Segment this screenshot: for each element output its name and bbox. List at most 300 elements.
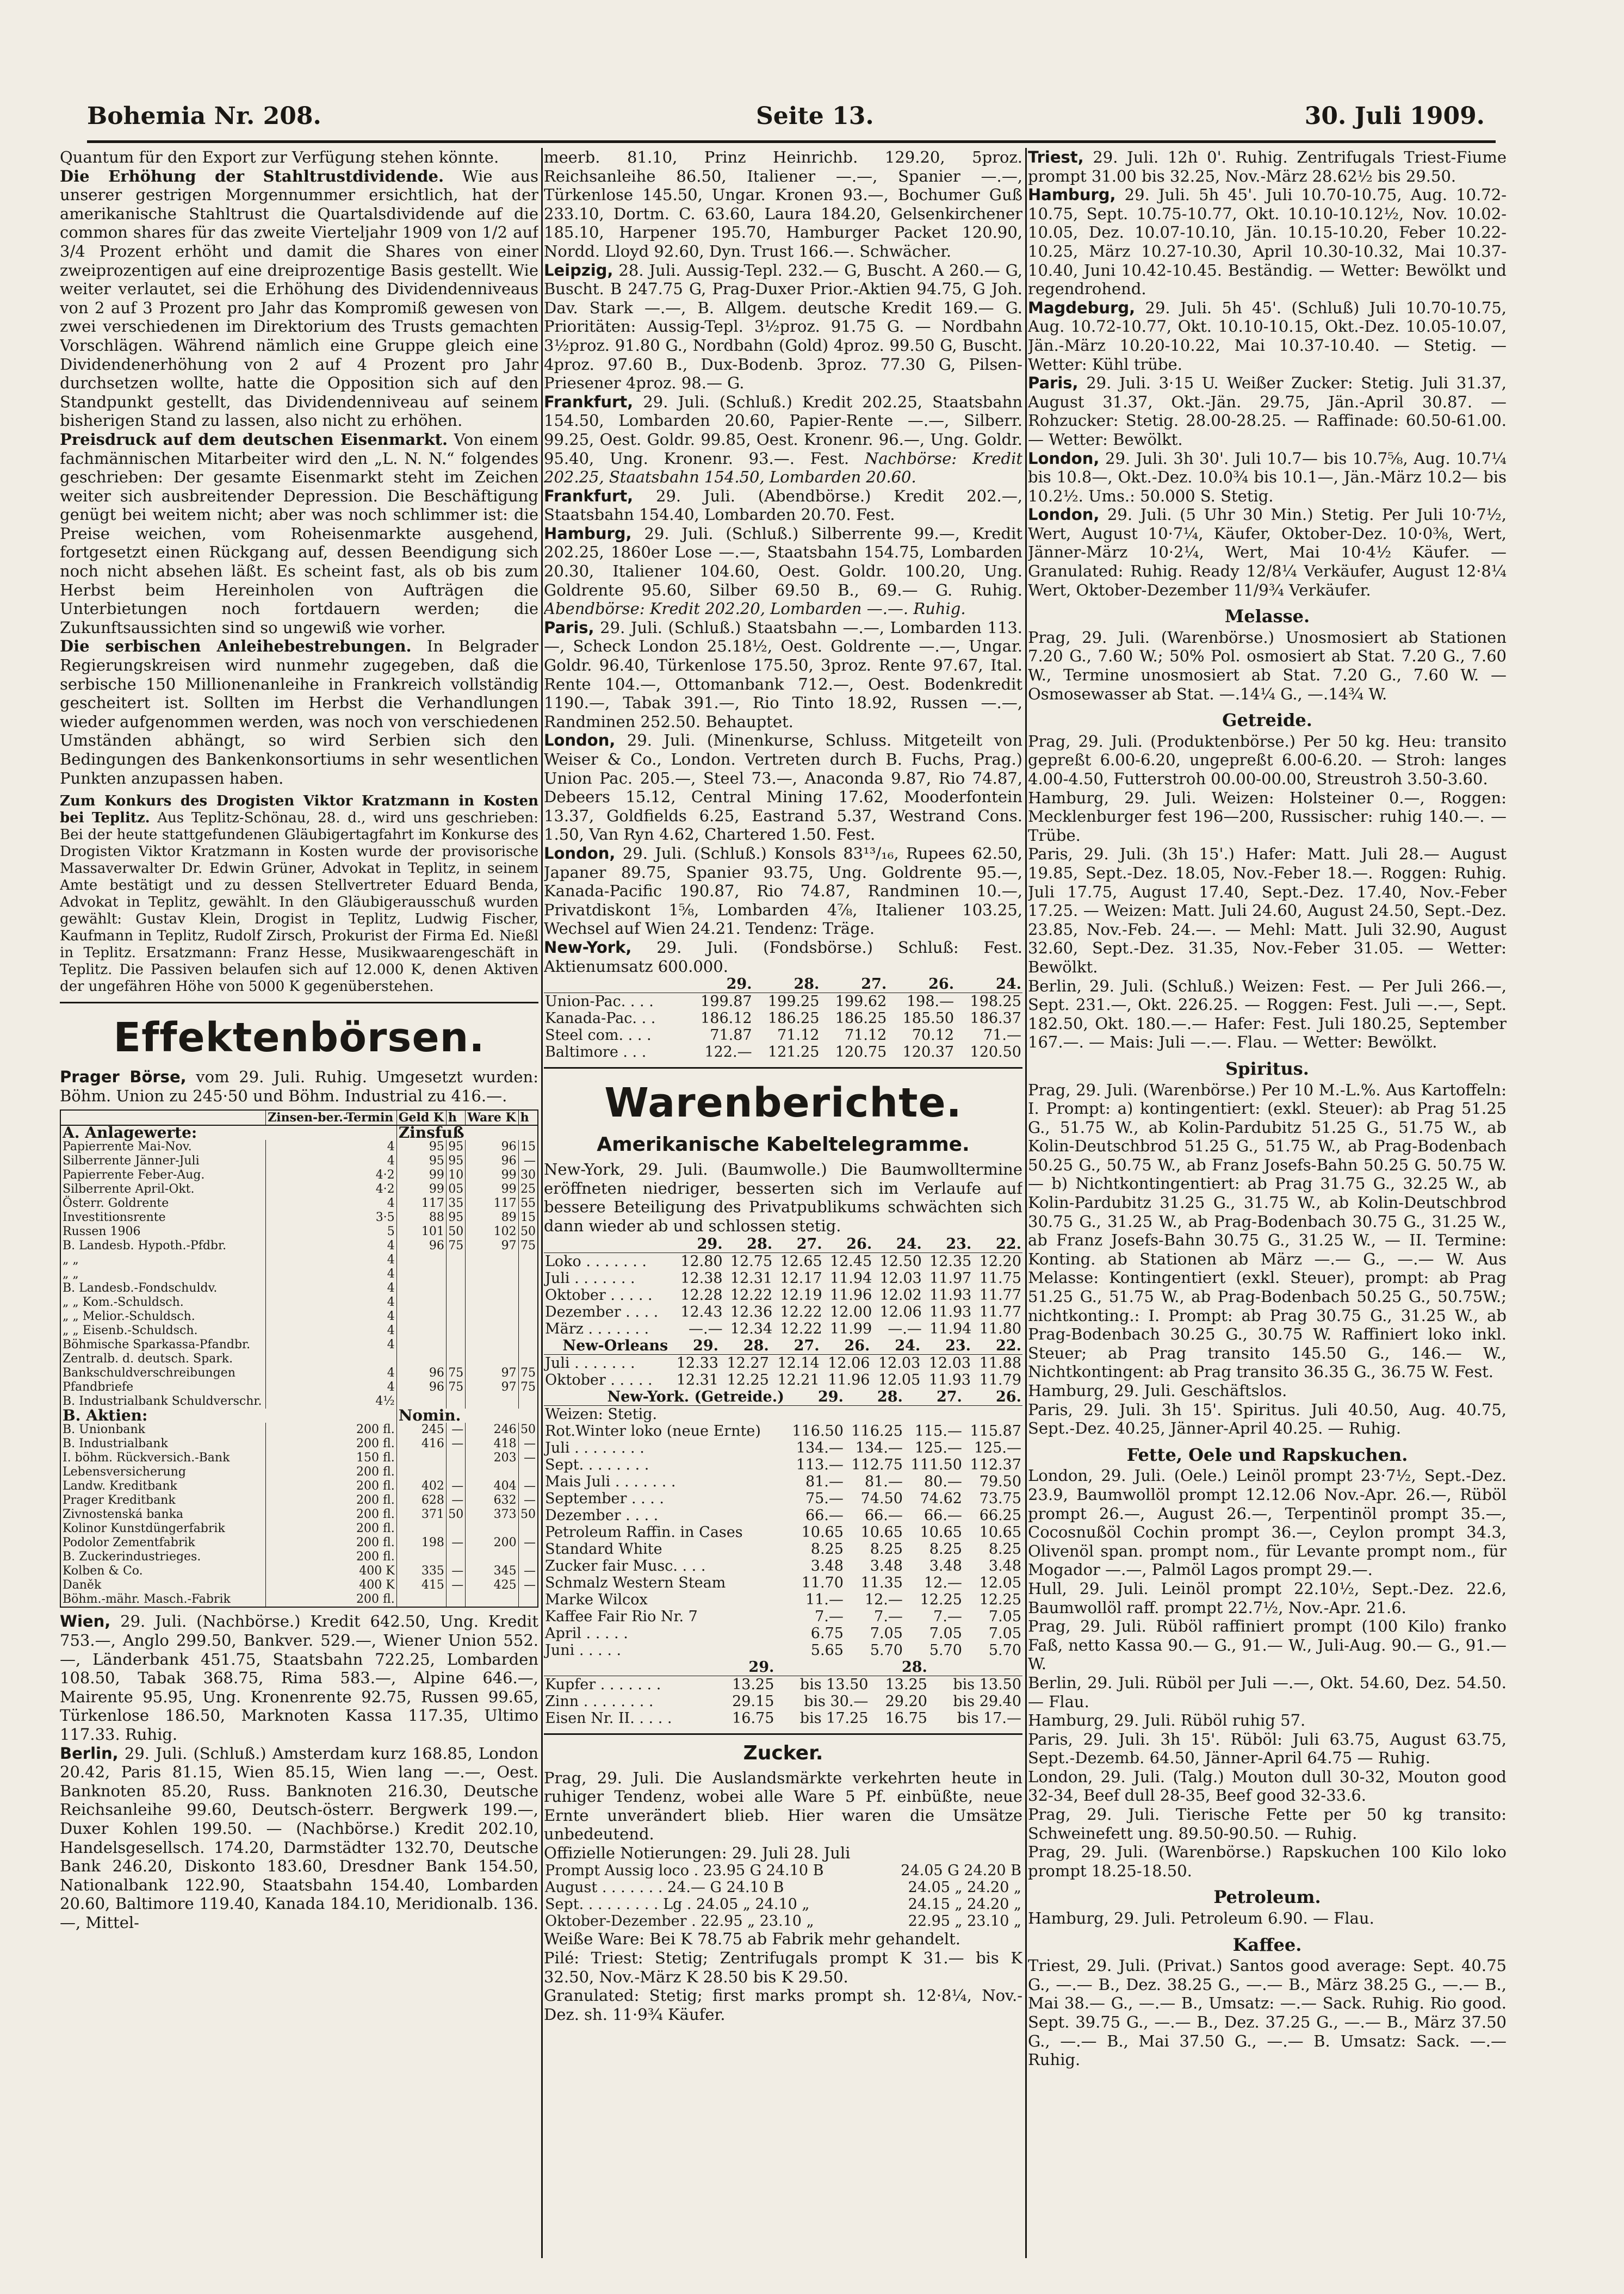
fette-london: London, 29. Juli. (Oele.) Leinöl prompt 23·7½, Sept.-Dez. 23.9, Baumwollöl prompt 12.12.06 Nov.-Apr. 26.—, Rüböl prompt 26.—, August 26.—, Terpentinöl prompt 35.—, Cocosnußöl Cochin prompt 36.—, Ceylon prompt 34.3, Olivenöl span. prompt nom., für Levante prompt nom., für Mogador —.—, Palmöl Lagos prompt 29.—.	[1028, 1466, 1507, 1579]
table-cell: Podolor Zementfabrik	[60, 1536, 266, 1550]
getreide-paris: Paris, 29. Juli. (3h 15'.) Hafer: Matt. Juli 28.— August 19.85, Sept.-Dez. 18.05, Nov.-Feber 18.—. Roggen: Ruhig. Juli 17.75, August 17.40, Sept.-Dez. 17.40, Nov.-Feber 17.25. — Weizen: Matt. Juli 24.60, August 24.50, Sept.-Dez. 23.85, Nov.-Feb. 24.—. — Mehl: Matt. Juli 32.90, August 32.60, Sept.-Dez. 31.35, Nov.-Feber 31.05. — Wetter: Bewölkt.	[1028, 845, 1507, 976]
table-cell: „ „ Melior.-Schuldsch.	[60, 1310, 266, 1324]
table-cell	[466, 1253, 518, 1267]
table-cell: 12.25	[979, 1591, 1021, 1608]
table-cell: 120.37	[902, 1044, 954, 1061]
table-cell: 75	[518, 1380, 538, 1394]
table-cell: 199.87	[701, 993, 752, 1010]
table-cell: Kaffee Fair Rio Nr. 7	[545, 1608, 698, 1625]
table-row	[60, 1423, 538, 1437]
table-cell: 200 fl.	[266, 1508, 396, 1522]
table-cell: 89	[466, 1211, 518, 1225]
table-cell: I. böhm. Rückversich.-Bank	[60, 1451, 266, 1465]
table-cell	[396, 1465, 446, 1479]
table-cell: Prager Kreditbank	[60, 1493, 266, 1508]
table-row	[544, 1642, 1022, 1659]
table-cell: —	[446, 1493, 465, 1508]
zucker-notierungen-head: Offizielle Notierungen: 29. Juli 28. Juli	[544, 1843, 851, 1862]
table-header-row	[544, 1236, 1022, 1253]
market-name: London,	[544, 844, 616, 863]
table-cell	[396, 1352, 446, 1366]
table-cell	[396, 1267, 446, 1281]
table-cell: Daněk	[60, 1578, 266, 1592]
market-report: 29. Juli. 3h 30'. Juli 10.7— bis 10.7⅝, Aug. 10.7¼ bis 10.8—, Okt.-Dez. 10.0¾ bis 10.1—, Jän.-März 10.2— bis 10.2½. Ums.: 50.000 S. Stetig.	[1028, 449, 1507, 505]
table-cell: 120.50	[970, 1044, 1021, 1061]
section-subtitle-kabel: Amerikanische Kabeltelegramme.	[597, 1133, 970, 1156]
table-header: h	[446, 1110, 465, 1125]
market-report: 29. Juli. (Schluß.) Silberrente 99.—, Kredit 202.25, 1860er Lose —.—, Staatsbahn 154.75, Lombarden 20.30, Italiener 104.60, Oest. Goldr. 100.20, Ung. Goldrente 95.60, Silber 69.50 B., 69.— G. Ruhig.	[544, 524, 1022, 599]
table-header: New-Orleans	[544, 1337, 669, 1355]
market-wien	[60, 1612, 538, 1744]
table-cell	[446, 1324, 465, 1338]
table-cell	[466, 1394, 518, 1409]
table-cell: 203	[466, 1451, 518, 1465]
table-cell: Böhmische Sparkassa-Pfandbr.	[60, 1338, 266, 1352]
table-row	[544, 1591, 1022, 1608]
table-row	[544, 1320, 1022, 1337]
table-cell: 4	[266, 1239, 396, 1253]
table-cell: 7.—	[874, 1608, 903, 1625]
table-cell: 12.22	[780, 1303, 822, 1320]
table-row	[544, 1372, 1022, 1388]
column-rule-1	[541, 148, 543, 2258]
table-group-title: A. Anlagewerte:	[60, 1125, 396, 1140]
table-cell: 12.75	[730, 1253, 773, 1270]
table-row	[60, 1196, 538, 1211]
table-cell: 13.25	[732, 1676, 774, 1693]
table-cell: 186.37	[970, 1010, 1021, 1027]
market-prager	[60, 1068, 538, 1105]
section-title-getreide: Getreide.	[1222, 710, 1312, 731]
table-cell: 50	[518, 1423, 538, 1437]
table-cell: 75	[446, 1239, 465, 1253]
zucker-magdeburg	[1028, 299, 1507, 374]
table-cell: Zivnostenská banka	[60, 1508, 266, 1522]
table-cell	[446, 1592, 465, 1607]
article-body: Wie aus unserer gestrigen Morgennummer ersichtlich, hat der amerikanische Stahltrust die Quartalsdividende auf die common shares für das zweite Vierteljahr 1909 von 1/2 auf 3/4 Prozent erhöht und damit die Shares von einer zweiprozentigen auf eine dreiprozentige Basis gestellt. Wie weiter verlautet, sei die Erhöhung des Dividendenniveaus von 2 auf 3 Prozent pro Jahr das Kompromiß gewesen von zwei verschiedenen im Direktorium des Trusts gemachten Vorschlägen. Während nämlich eine Gruppe gleich eine Dividendenerhöhung von 2 auf 4 Prozent pro Jahr durchsetzen wollte, hatte die Opposition sich auf den Standpunkt gestellt, das Dividendenniveau auf seinem bisherigen Stand zu lassen, also nicht zu erhöhen.	[60, 166, 538, 430]
table-cell: 4	[266, 1366, 396, 1380]
table-cell: 12.35	[929, 1253, 972, 1270]
table-cell: Eisen Nr. II. . . . .	[545, 1709, 672, 1727]
table-cell	[466, 1267, 518, 1281]
table-row	[60, 1310, 538, 1324]
table-row	[60, 1465, 538, 1479]
table-row	[544, 1253, 1022, 1270]
fette-hamburg: Hamburg, 29. Juli. Rüböl ruhig 57.	[1028, 1711, 1306, 1730]
table-cell: 245	[396, 1423, 446, 1437]
table-cell: 199.62	[835, 993, 887, 1010]
table-cell: 125.—	[974, 1439, 1021, 1456]
table-header: 29.	[674, 1236, 724, 1253]
table-cell: Oktober-Dezember . 22.95 „ 23.10 „	[545, 1913, 814, 1930]
market-berlin	[60, 1744, 538, 1932]
table-cell: Juli . . . . . . .	[545, 1269, 635, 1287]
table-cell: Juli . . . . . . .	[545, 1354, 635, 1372]
table-row	[60, 1168, 538, 1182]
table-header	[928, 1659, 1022, 1676]
table-cell: 11.80	[979, 1320, 1021, 1337]
table-cell: 81.—	[805, 1473, 844, 1490]
table-cell: Petroleum Raffin. in Cases	[545, 1523, 743, 1541]
table-cell: 335	[396, 1564, 446, 1578]
table-cell: Dezember . . . .	[545, 1506, 659, 1524]
table-cell: —	[446, 1578, 465, 1592]
table-cell: —	[518, 1578, 538, 1592]
market-report: 29. Juli. (5 Uhr 30 Min.) Stetig. Per Juli 10·7½, Wert, August 10·7¼, Käufer, Oktober-Dez. 10·0⅜, Wert, Jänner-März 10·2¼, Wert, Mai 10·4½ Käufer. — Granulated: Ruhig. Ready 12/8¼ Verkäufer, August 12·8¼ Wert, Oktober-Dezember 11/9¾ Verkäufer.	[1028, 505, 1507, 599]
table-cell: 632	[466, 1493, 518, 1508]
table-cell: 12.00	[829, 1303, 872, 1320]
market-name: Paris,	[1028, 374, 1078, 393]
table-cell: 7.—	[815, 1608, 844, 1625]
fette-paris: Paris, 29. Juli. 3h 15'. Rüböl: Juli 63.75, August 63.75, Sept.-Dezemb. 64.50, Jänner-April 64.75 — Ruhig.	[1028, 1729, 1507, 1768]
table-cell: 12.14	[777, 1354, 820, 1372]
table-cell: 4	[266, 1281, 396, 1295]
table-cell: 198.—	[906, 993, 954, 1010]
getreide-prag: Prag, 29. Juli. (Produktenbörse.) Per 50 kg. Heu: transito gepreßt 6.00-6.20, ungepreßt 6.00-6.20. — Stroh: langes 4.00-4.50, Futterstroh 00.00-00.00, Streustroh 3.50-3.60.	[1028, 731, 1507, 788]
table-row	[60, 1295, 538, 1310]
table-cell: 29.15	[732, 1692, 774, 1710]
table-cell: Juli . . . . . . . .	[545, 1439, 644, 1456]
market-frankfurt	[544, 393, 1022, 487]
article-body: Aus Teplitz-Schönau, 28. d., wird uns geschrieben: Bei der heute stattgefundenen Gläubigertagfahrt im Konkurse des Drogisten Viktor Kratzmann in Kosten wurde der provisorische Massaverwalter Dr. Edwin Grüner, Advokat in Teplitz, in seinem Amte bestätigt und zu dessen Stellvertreter Eduard Benda, Advokat in Teplitz, gewählt. In den Gläubigerausschuß wurden gewählt: Gustav Klein, Drogist in Teplitz, Ludwig Fischer, Kaufmann in Teplitz, Rudolf Zirsch, Prokurist der Firma Ed. Nießl in Teplitz. Ersatzmann: Franz Hesse, Musikwaarengeschäft in Teplitz. Die Passiven belaufen sich auf 12.000 K, denen Aktiven der ungefähren Höhe von 5000 K gegenüberstehen.	[60, 810, 538, 995]
market-london-minen	[544, 731, 1022, 844]
table-row	[60, 1239, 538, 1253]
table-cell: 115.—	[914, 1422, 962, 1440]
table-cell: 12.05	[878, 1371, 921, 1388]
table-cell: 71.87	[710, 1027, 752, 1044]
table-cell: Prompt Aussig loco . 23.95 G 24.10 B	[545, 1862, 824, 1880]
table-cell: 125.—	[914, 1439, 962, 1456]
table-cell: 200 fl.	[266, 1423, 396, 1437]
table-row	[60, 1380, 538, 1394]
table-cell: 30	[518, 1168, 538, 1182]
table-cell: 415	[396, 1578, 446, 1592]
table-cell: 12.31	[730, 1269, 773, 1287]
table-cell: 117	[396, 1196, 446, 1211]
table-cell: 99	[396, 1168, 446, 1182]
table-cell: 4	[266, 1253, 396, 1267]
market-london-schluss	[544, 844, 1022, 938]
table-cell: 246	[466, 1423, 518, 1437]
table-cell	[446, 1281, 465, 1295]
table-cell: 97	[466, 1239, 518, 1253]
table-cell: März . . . . . . .	[545, 1320, 649, 1337]
table-cell: 12.80	[680, 1253, 723, 1270]
table-cell: 12.22	[730, 1286, 773, 1304]
table-cell: 5.70	[870, 1641, 903, 1659]
table-header: 27.	[770, 1337, 821, 1355]
table-group-note: Nomin.	[396, 1409, 538, 1423]
table-row	[544, 1524, 1022, 1541]
table-cell	[396, 1310, 446, 1324]
market-name: London,	[1028, 449, 1100, 468]
table-header: 28.	[845, 1388, 904, 1406]
table-cell: 11.93	[929, 1303, 972, 1320]
table-cell: Zentralb. d. deutsch. Spark.	[60, 1352, 266, 1366]
table-cell: —	[518, 1493, 538, 1508]
table-cell: Lebensversicherung	[60, 1465, 266, 1479]
table-cell: 400 K	[266, 1564, 396, 1578]
table-cell	[518, 1550, 538, 1564]
table-row	[60, 1324, 538, 1338]
table-cell: 12.06	[879, 1303, 922, 1320]
table-cell: 88	[396, 1211, 446, 1225]
table-row	[60, 1352, 538, 1366]
table-cell: 10	[446, 1168, 465, 1182]
table-row	[60, 1564, 538, 1578]
table-row	[544, 1693, 1022, 1710]
table-cell: 50	[446, 1508, 465, 1522]
table-cell: Papierrente Mai-Nov.	[60, 1140, 266, 1154]
table-cell: 75	[518, 1239, 538, 1253]
table-cell: 12.43	[680, 1303, 723, 1320]
table-cell: 11.94	[829, 1269, 872, 1287]
table-cell: 4	[266, 1267, 396, 1281]
table-cell	[518, 1338, 538, 1352]
spiritus-prag: Prag, 29. Juli. (Warenbörse.) Per 10 M.-L.%. Aus Kartoffeln: I. Prompt: a) kontingentiert: (exkl. Steuer): ab Prag 51.25 G., 51.75 W., ab Kolin-Pardubitz 51.25 G., 51.75 W., ab Kolin-Deutschbrod 51.25 G., 51.75 W., ab Prag-Bodenbach 50.25 G., 50.75 W., ab Franz Josefs-Bahn 50.25 G. 50.75 W. — b) Nichtkontingentiert: ab Prag 31.75 G., 32.25 W., ab Kolin-Pardubitz 31.25 G., 31.75 W., ab Kolin-Deutschbrod 30.75 G., 31.25 W., ab Prag-Bodenbach 30.75 G., 31.25 W., ab Franz Josefs-Bahn 30.75 G., 31.25 W., — II. Termine: Konting. ab Stationen ab März —.— G., —.— W. Aus Melasse: Kontingentiert (exkl. Steuer), prompt: ab Prag 51.25 G., 51.75 W., ab Prag-Bodenbach 50.25 G., 50.75W.; nichtkonting.: I. Prompt: ab Prag 30.75 G., 31.25 W., ab Prag-Bodenbach 30.25 G., 30.75 W. Raffiniert loko inkl. Steuer; ab Prag transito 145.50 G., 146.— W., Nichtkontingent: ab Prag transito 36.35 G., 36.75 W. Fest.	[1028, 1080, 1507, 1381]
table-cell: 96	[396, 1380, 446, 1394]
zucker-granulated: Granulated: Stetig; first marks prompt sh. 12·8¼, Nov.-Dez. sh. 11·9¾ Käufer.	[544, 1986, 1022, 2024]
column-rule-2	[1025, 148, 1027, 2258]
table-cell: Sept. . . . . . . .	[545, 1456, 649, 1473]
table-row	[544, 1676, 1022, 1693]
table-row	[60, 1479, 538, 1493]
publication-date: 30. Juli 1909.	[1304, 102, 1485, 130]
table-cell	[518, 1295, 538, 1310]
zucker-weisse-ware: Weiße Ware: Bei K 78.75 ab Fabrik mehr gehandelt.	[544, 1930, 960, 1949]
table-row	[60, 1338, 538, 1352]
table-cell: 75	[446, 1380, 465, 1394]
table-cell: 71.12	[777, 1027, 820, 1044]
table-cell: 185.50	[902, 1010, 954, 1027]
table-cell: Russen 1906	[60, 1225, 266, 1239]
orleans-table	[544, 1337, 1022, 1388]
table-cell: 198	[396, 1536, 446, 1550]
zucker-london-abend	[1028, 505, 1507, 599]
table-cell: 50	[518, 1508, 538, 1522]
table-cell: 4	[266, 1310, 396, 1324]
kaffee-report: Triest, 29. Juli. (Privat.) Santos good average: Sept. 40.75 G., —.— B., Dez. 38.25 G., —.— B., März 38.25 G., —.— B., Mai 38.— G., —.— B., Umsatz: —.— Sack. Ruhig. Rio good. Sept. 39.75 G., —.— B., Dez. 37.25 G., —.— B., März 37.50 G., —.— B., Mai 37.50 G., —.— B. Umsatz: Sack. —.— Ruhig.	[1028, 1956, 1507, 2069]
table-cell: 4·2	[266, 1182, 396, 1196]
table-cell: 10.65	[801, 1523, 844, 1541]
table-cell: 8.25	[870, 1540, 903, 1558]
table-header: 22.	[972, 1236, 1022, 1253]
market-name: Berlin,	[60, 1744, 119, 1763]
table-cell: 11.96	[829, 1286, 872, 1304]
market-report: 29. Juli. 3·15 U. Weißer Zucker: Stetig. Juli 31.37, August 31.37, Okt.-Jän. 29.75, Jän.-April 30.87. — Rohzucker: Stetig. 28.00-28.25. — Raffinade: 60.50-61.00. — Wetter: Bewölkt.	[1028, 374, 1507, 449]
table-cell: —.—	[888, 1320, 922, 1337]
table-header: 28.	[720, 1337, 770, 1355]
fette-berlin: Berlin, 29. Juli. Rüböl per Juli —.—, Okt. 54.60, Dez. 54.50. — Flau.	[1028, 1673, 1507, 1711]
getreide-hamburg: Hamburg, 29. Juli. Weizen: Holsteiner 0.—, Roggen: Mecklenburger fest 196—200, Russischer: ruhig 140.—. — Trübe.	[1028, 788, 1507, 845]
table-cell	[466, 1281, 518, 1295]
article-intro: Quantum für den Export zur Verfügung stehen könnte.	[60, 148, 499, 166]
table-row	[60, 1536, 538, 1550]
table-cell	[518, 1592, 538, 1607]
table-cell: 7.05	[870, 1625, 903, 1642]
table-row	[60, 1578, 538, 1592]
section-title-spiritus: Spiritus.	[1225, 1058, 1309, 1079]
table-cell: 122.—	[704, 1044, 752, 1061]
table-cell: 4	[266, 1380, 396, 1394]
table-cell: Bankschuldverschreibungen	[60, 1366, 266, 1380]
table-cell	[396, 1295, 446, 1310]
market-name: Frankfurt,	[544, 486, 634, 505]
table-cell: 66.25	[979, 1506, 1021, 1524]
table-cell: 4	[266, 1338, 396, 1352]
table-cell	[518, 1253, 538, 1267]
market-paris	[544, 618, 1022, 731]
table-cell: 402	[396, 1479, 446, 1493]
table-cell: Standard White	[545, 1540, 662, 1558]
market-name: New-York,	[544, 938, 632, 957]
table-cell: 121.25	[767, 1044, 820, 1061]
table-header: 27.	[904, 1388, 963, 1406]
article-title: Preisdruck auf dem deutschen Eisenmarkt.	[60, 430, 448, 449]
fette-prag: Prag, 29. Juli. Rüböl raffiniert prompt (100 Kilo) franko Faß, netto Kassa 90.— G., 91.— W., Juli-Aug. 90.— G., 91.— W.	[1028, 1617, 1507, 1673]
table-cell: 8.25	[988, 1540, 1021, 1558]
table-cell: September . . . .	[545, 1490, 665, 1507]
table-cell: Weizen: Stetig.	[545, 1405, 658, 1423]
table-header	[544, 1659, 716, 1676]
table-row	[544, 1456, 1022, 1473]
table-cell	[518, 1352, 538, 1366]
table-cell: 4	[266, 1295, 396, 1310]
table-cell: 12.03	[928, 1354, 971, 1372]
table-cell: Union-Pac. . . .	[545, 993, 654, 1010]
table-cell	[396, 1253, 446, 1267]
table-row	[544, 1490, 1022, 1507]
table-cell: 400 K	[266, 1578, 396, 1592]
table-header: Zinsen-ber.-Termin	[266, 1110, 396, 1125]
table-header: 29.	[785, 1388, 845, 1406]
table-header: 29.	[716, 1659, 775, 1676]
table-cell: 12.17	[780, 1269, 822, 1287]
table-cell	[904, 1405, 963, 1423]
table-cell: bis 13.50	[799, 1676, 869, 1693]
table-cell: 12.31	[676, 1371, 719, 1388]
table-cell: 4	[266, 1196, 396, 1211]
table-cell: 12.36	[730, 1303, 773, 1320]
table-cell: 7.05	[929, 1625, 962, 1642]
table-cell: 05	[446, 1182, 465, 1196]
table-cell	[446, 1451, 465, 1465]
section-title-waren: Warenberichte.	[604, 1080, 962, 1127]
table-cell: 5	[266, 1225, 396, 1239]
table-cell	[446, 1267, 465, 1281]
table-cell: 66.—	[864, 1506, 903, 1524]
table-row	[544, 1270, 1022, 1287]
market-newyork	[544, 938, 1022, 976]
section-title-kaffee: Kaffee.	[1232, 1934, 1302, 1955]
table-cell: —	[446, 1437, 465, 1451]
table-cell: B. Landesb.-Fondschuldv.	[60, 1281, 266, 1295]
table-cell	[466, 1522, 518, 1536]
table-row	[544, 1574, 1022, 1591]
table-cell: 4	[266, 1140, 396, 1154]
market-report: 29. Juli. (Schluß.) Kredit 202.25, Staatsbahn 154.50, Lombarden 20.60, Papier-Rente —.—, Silberr. 99.25, Oest. Goldr. 99.85, Oest. Kronenr. 96.—, Ung. Goldr. 95.40, Ung. Kronenr. 93.—. Fest.	[544, 392, 1022, 468]
section-title-fette: Fette, Oele und Rapskuchen.	[1126, 1444, 1408, 1465]
table-cell: 74.50	[860, 1490, 903, 1507]
table-cell: 12.45	[829, 1253, 872, 1270]
table-cell: 12.03	[879, 1269, 922, 1287]
table-cell: 50	[518, 1225, 538, 1239]
table-header: 24.	[871, 1337, 921, 1355]
table-cell: Papierrente Feber-Aug.	[60, 1168, 266, 1182]
table-cell: April . . . . .	[545, 1625, 628, 1642]
table-cell: 12.27	[727, 1354, 769, 1372]
market-name: Frankfurt,	[544, 392, 634, 411]
table-cell: —	[446, 1536, 465, 1550]
table-cell: 11.93	[929, 1286, 972, 1304]
table-cell: bis 30.—	[804, 1692, 869, 1710]
newyork-fonds-table	[544, 976, 1022, 1061]
table-row	[544, 1304, 1022, 1320]
table-cell: 11.70	[801, 1574, 844, 1591]
page-number: Seite 13.	[756, 102, 874, 130]
table-cell: 5.70	[929, 1641, 962, 1659]
table-header-row	[544, 976, 1022, 993]
table-cell: 12.33	[676, 1354, 719, 1372]
table-cell: 12.02	[879, 1286, 922, 1304]
article-title: Zum Konkurs des Drogisten Viktor Kratzmann in Kosten bei Teplitz.	[60, 793, 538, 827]
table-cell: 4·2	[266, 1168, 396, 1182]
prager-kurs-table	[60, 1109, 538, 1608]
market-report: 29. Juli. (Minenkurse, Schluss. Mitgeteilt von Weiser & Co., London. Vertreten durch B. Fuchs, Prag.) Union Pac. 205.—, Steel 73.—, Anaconda 9.87, Rio 74.87, Debeers 15.12, Central Mining 17.62, Mooderfontein 13.37, Goldfields 6.25, Eastrand 5.37, Westrand Cons. 1.50, Van Ryn 4.62, Chartered 1.50. Fest.	[544, 731, 1022, 844]
table-cell: 11.79	[979, 1371, 1021, 1388]
table-cell: 99	[466, 1168, 518, 1182]
table-cell: 6.75	[810, 1625, 844, 1642]
table-cell: 16.75	[732, 1709, 774, 1727]
table-cell: Zucker fair Musc. . . .	[545, 1557, 706, 1574]
table-cell: 200 fl.	[266, 1522, 396, 1536]
table-cell: 116.25	[851, 1422, 903, 1440]
table-cell: 96	[466, 1154, 518, 1168]
table-cell: Steel com. . . .	[545, 1027, 652, 1044]
table-cell: 11.94	[929, 1320, 972, 1337]
section-rule	[60, 1002, 538, 1003]
table-cell: 66.—	[923, 1506, 962, 1524]
table-cell	[446, 1522, 465, 1536]
zucker-london	[1028, 449, 1507, 506]
fette-hull: Hull, 29. Juli. Leinöl prompt 22.10½, Sept.-Dez. 22.6, Baumwollöl raff. prompt 22.7½, Nov.-Apr. 21.6.	[1028, 1579, 1507, 1617]
table-cell: Oktober . . . . .	[545, 1371, 653, 1388]
table-header: 29.	[686, 976, 753, 993]
table-header-row	[544, 1337, 1022, 1355]
table-cell: 50	[446, 1225, 465, 1239]
table-header: 28.	[724, 1236, 774, 1253]
table-cell: 12.28	[680, 1286, 723, 1304]
table-row	[544, 1354, 1022, 1372]
table-cell: 200 fl.	[266, 1465, 396, 1479]
table-cell: B. Industrialbank Schuldverschr.	[60, 1394, 266, 1409]
table-cell: 7.—	[933, 1608, 962, 1625]
table-cell: Oktober . . . . .	[545, 1286, 653, 1304]
table-header: 27.	[820, 976, 888, 993]
table-cell	[518, 1324, 538, 1338]
table-cell: 16.75	[885, 1709, 927, 1727]
section-rule	[544, 1067, 1022, 1069]
table-cell: 200 fl.	[266, 1550, 396, 1564]
table-cell: 3.48	[929, 1557, 962, 1574]
table-cell: Schmalz Western Steam	[545, 1574, 726, 1591]
table-cell: Kanada-Pac. . .	[545, 1010, 656, 1027]
table-cell: B. Industrialbank	[60, 1437, 266, 1451]
table-cell: 97	[466, 1380, 518, 1394]
table-cell: 7.05	[988, 1625, 1021, 1642]
table-cell: —	[518, 1564, 538, 1578]
table-cell: 11.75	[979, 1269, 1021, 1287]
